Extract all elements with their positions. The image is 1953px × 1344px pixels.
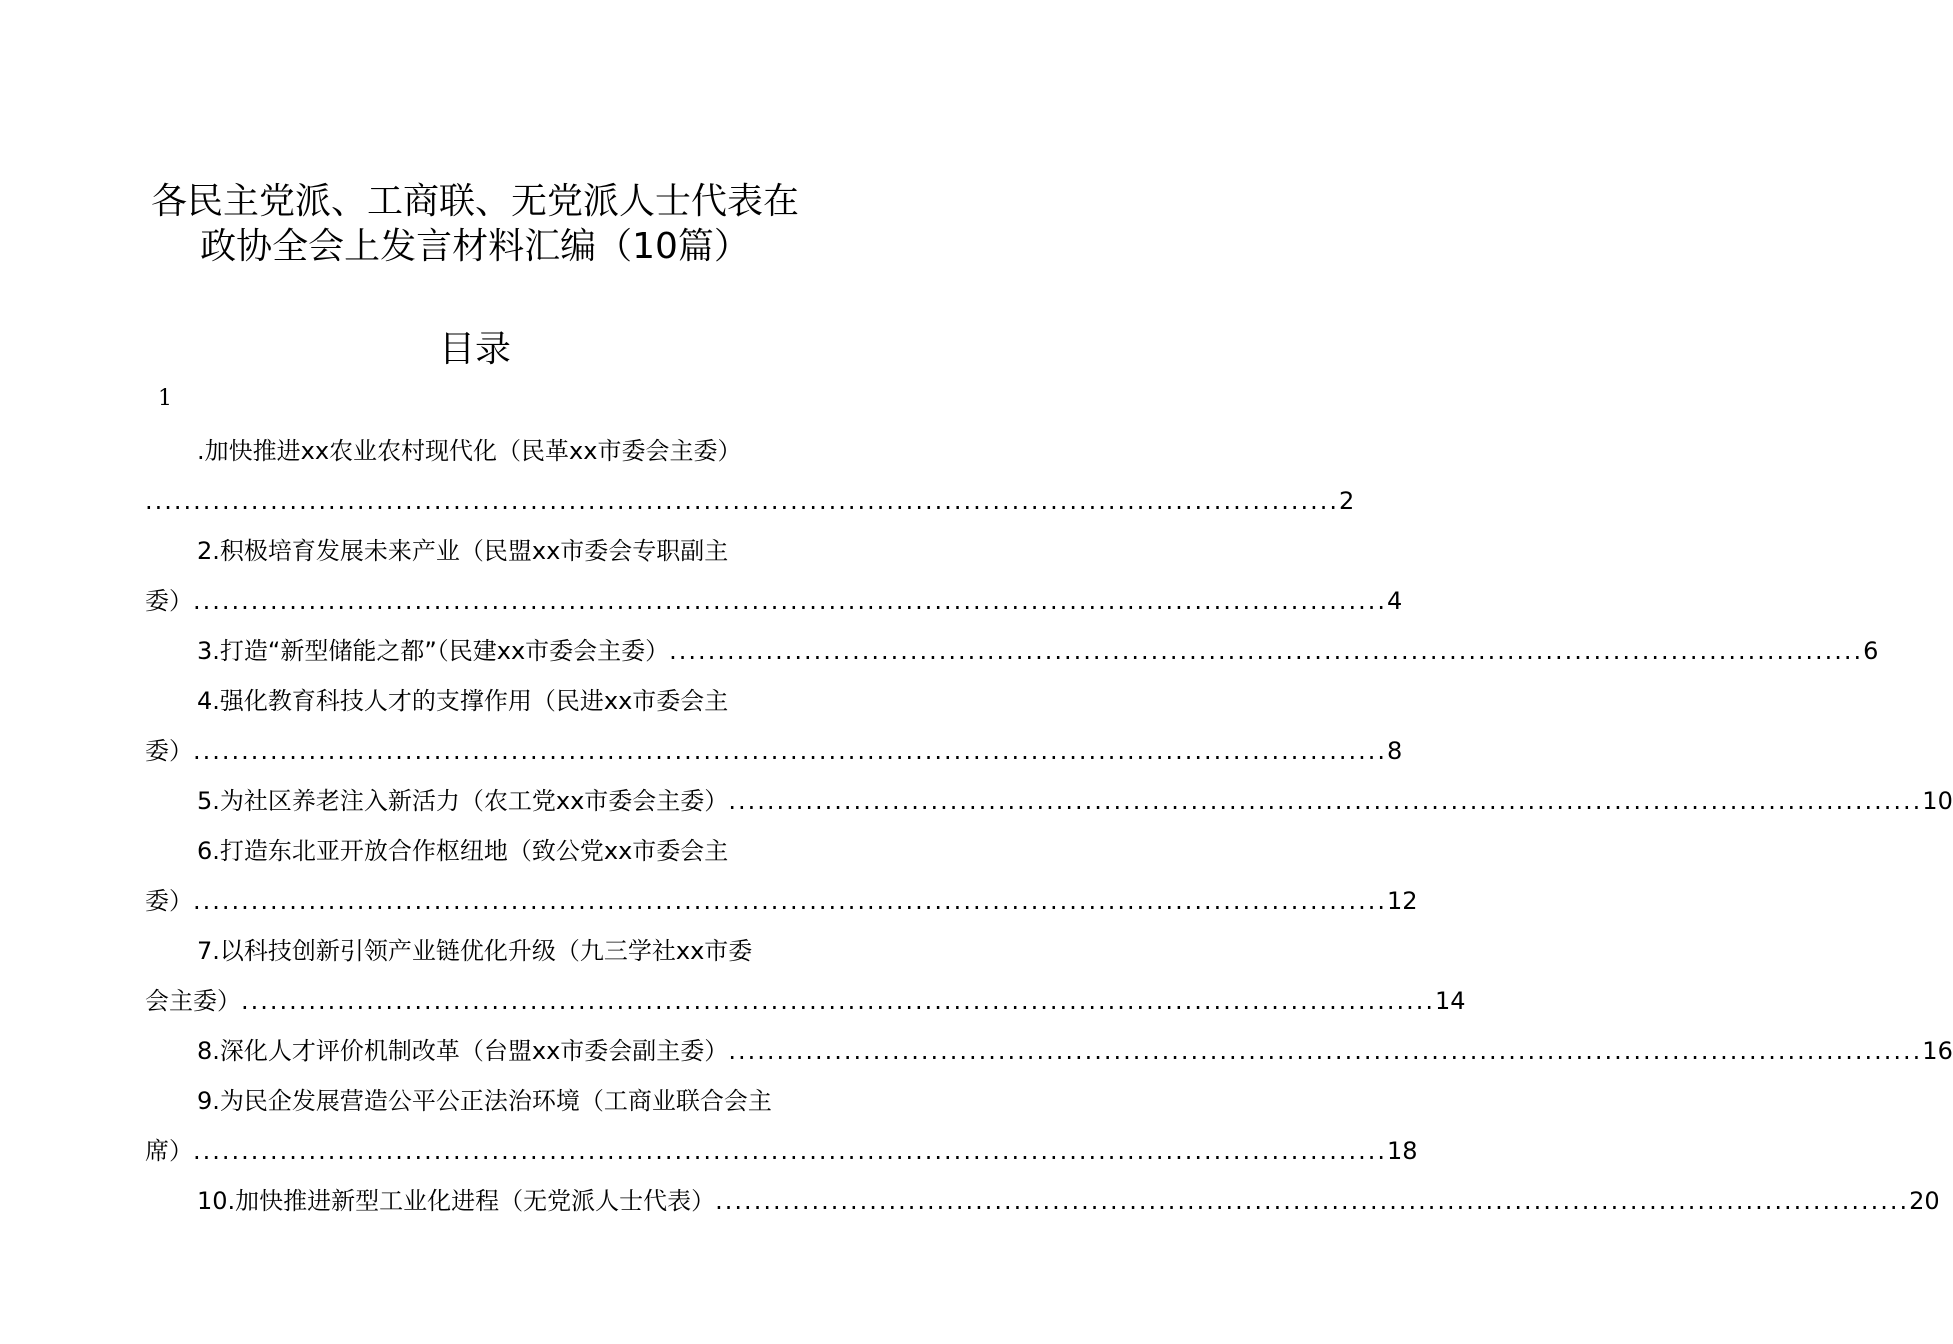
- dot-leader: ............................................................................................................................: [193, 737, 1387, 765]
- toc-entry-4[interactable]: [145, 676, 807, 726]
- toc-entry-10-page: 20: [1909, 1187, 1940, 1215]
- toc-entry-6[interactable]: [145, 826, 807, 876]
- toc-entry-1-title: .加快推进xx农业农村现代化（民革xx市委会主委）: [197, 437, 742, 465]
- toc-entry-3[interactable]: [145, 626, 1879, 676]
- document-title-line-2: 政协全会上发言材料汇编（10篇）: [200, 226, 750, 267]
- dot-leader: ............................................................................................................................: [669, 637, 1864, 665]
- dot-leader: ............................................................................................................................: [241, 987, 1435, 1015]
- toc-heading: 目录: [438, 329, 511, 370]
- document-title-line-1: 各民主党派、工商联、无党派人士代表在: [150, 181, 799, 222]
- toc-entry-7-leader: [145, 976, 1466, 1026]
- toc-entry-5[interactable]: [145, 776, 1953, 826]
- toc-entry-4-leader: [145, 726, 1403, 776]
- toc-entry-4-title-cont: 委）: [145, 737, 193, 765]
- toc-entry-8[interactable]: [145, 1026, 1953, 1076]
- toc-entry-7[interactable]: [145, 926, 807, 976]
- toc-entry-6-title: 6.打造东北亚开放合作枢纽地（致公党xx市委会主: [197, 837, 729, 865]
- toc-entry-1-page: 2: [1338, 487, 1355, 515]
- toc-entry-9-title: 9.为民企发展营造公平公正法治环境（工商业联合会主: [197, 1087, 772, 1115]
- toc-entry-8-page: 16: [1922, 1037, 1953, 1065]
- toc-entry-6-title-cont: 委）: [145, 887, 193, 915]
- toc-entry-4-title: 4.强化教育科技人才的支撑作用（民进xx市委会主: [197, 687, 729, 715]
- toc-entry-2-title-cont: 委）: [145, 587, 193, 615]
- toc-entry-10-title: 10.加快推进新型工业化进程（无党派人士代表）: [197, 1187, 716, 1215]
- toc-entry-10[interactable]: [145, 1176, 1940, 1226]
- toc-entry-9-page: 18: [1386, 1137, 1418, 1165]
- page-number-label: 1: [158, 386, 172, 411]
- toc-entry-9-title-cont: 席）: [145, 1137, 193, 1165]
- dot-leader: ............................................................................................................................: [728, 787, 1923, 815]
- toc-entry-9[interactable]: [145, 1076, 807, 1126]
- dot-leader: ............................................................................................................................: [715, 1187, 1910, 1215]
- toc-entry-1-leader: [145, 476, 1355, 526]
- dot-leader: ............................................................................................................................: [193, 587, 1387, 615]
- dot-leader: ............................................................................................................................: [193, 1137, 1387, 1165]
- toc-entry-3-page: 6: [1863, 637, 1879, 665]
- toc-entry-9-leader: [145, 1126, 1418, 1176]
- toc-entry-6-page: 12: [1386, 887, 1418, 915]
- toc-entry-7-title-cont: 会主委）: [145, 987, 241, 1015]
- toc-entry-7-page: 14: [1434, 987, 1466, 1015]
- dot-leader: ............................................................................................................................: [728, 1037, 1923, 1065]
- dot-leader: ............................................................................................................................: [145, 487, 1339, 515]
- dot-leader: ............................................................................................................................: [193, 887, 1387, 915]
- toc-entry-1[interactable]: [145, 426, 807, 476]
- toc-entry-8-title: 8.深化人才评价机制改革（台盟xx市委会副主委）: [197, 1037, 729, 1065]
- table-of-contents: [145, 426, 1953, 1226]
- toc-entry-5-title: 5.为社区养老注入新活力（农工党xx市委会主委）: [197, 787, 729, 815]
- toc-entry-5-page: 10: [1922, 787, 1953, 815]
- toc-entry-3-title: 3.打造“新型储能之都”（民建xx市委会主委）: [197, 637, 670, 665]
- toc-entry-2-leader: [145, 576, 1403, 626]
- toc-entry-2-page: 4: [1386, 587, 1403, 615]
- toc-entry-7-title: 7.以科技创新引领产业链优化升级（九三学社xx市委: [197, 937, 753, 965]
- toc-entry-2-title: 2.积极培育发展未来产业（民盟xx市委会专职副主: [197, 537, 729, 565]
- toc-entry-4-page: 8: [1386, 737, 1403, 765]
- toc-entry-6-leader: [145, 876, 1418, 926]
- toc-entry-2[interactable]: [145, 526, 807, 576]
